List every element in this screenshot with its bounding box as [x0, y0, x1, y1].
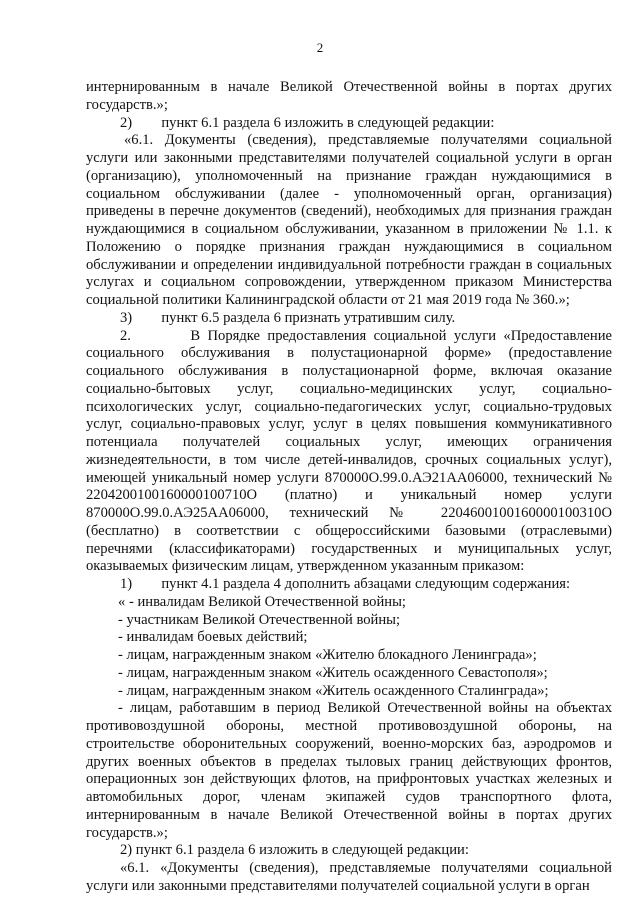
list-item-2-second: 2) пункт 6.1 раздела 6 изложить в следующей редакции:: [120, 842, 469, 859]
paragraph-continuation: интернированным в начале Великой Отечественной войны в портах других государств.»;: [86, 79, 612, 113]
list-item-2: 2) пункт 6.1 раздела 6 изложить в следующей редакции:: [120, 114, 495, 131]
dash-item-5: - лицам, награжденным знаком «Житель осажденного Севастополя»;: [118, 664, 548, 681]
dash-item-6: - лицам, награжденным знаком «Житель осажденного Сталинграда»;: [118, 682, 549, 699]
page-number: 2: [316, 40, 324, 55]
dash-item-7: - лицам, работавшим в период Великой Отечественной войны на объектах противовоздушной обороны, местной противовоздушной обороны, на строительстве оборонительных сооружений, военно-морских баз, аэродромов и других военных объектов в пределах тыловых границ действующих фронтов, операционных зон действующих флотов, на прифронтовых участках железных и автомобильных дорог, членам экипажей судов транспортного флота, интернированным в начале Великой Отечественной войны в портах других государств.»;: [86, 700, 612, 841]
dash-item-1: « - инвалидам Великой Отечественной войны;: [118, 593, 406, 610]
document-body: [86, 79, 612, 894]
dash-item-4: - лицам, награжденным знаком «Жителю блокадного Ленинграда»;: [118, 647, 537, 663]
dash-item-2: - участникам Великой Отечественной войны;: [118, 611, 401, 628]
list-item-3: 3) пункт 6.5 раздела 6 признать утратившим силу.: [120, 309, 456, 326]
paragraph-section-2: 2. В Порядке предоставления социальной услуги «Предоставление социального обслуживания в полустационарной форме» (предоставление социального обслуживания в полустационарной форме, включая оказание социально-бытовых услуг, социально-медицинских услуг, социально-психологических услуг, социально-педагогических услуг, социально-трудовых услуг, социально-правовых услуг, услуг в целях повышения коммуникативного потенциала получателей социальных услуг, имеющих ограничения жизнедеятельности, в том числе детей-инвалидов, срочных социальных услуг), имеющей уникальный номер услуги 870000О.99.0.АЭ21АА06000, технический № 2204200100160000100710О (платно) и уникальный номер услуги 870000О.99.0.АЭ25АА06000, технический № 2204600100160000100310О (бесплатно) в соответствии с общероссийскими базовыми (отраслевыми) перечнями (классификаторами) государственных и муниципальных услуг, оказываемых физическим лицам, утвержденном указанным приказом:: [86, 327, 612, 575]
list-item-1: 1) пункт 4.1 раздела 4 дополнить абзацами следующим содержания:: [120, 576, 571, 592]
paragraph-6-1: «6.1. Документы (сведения), представляемые получателями социальной услуги или законными представителями получателей социальной услуги в орган (организацию), уполномоченный на признание граждан нуждающимися в социальном обслуживании (далее - уполномоченный орган, организация) приведены в перечне документов (сведений), необходимых для признания граждан нуждающимися в социальном обслуживании, указанном в приложении № 1.1. к Положению о порядке признания граждан нуждающимися в социальном обслуживании и определении индивидуальной потребности граждан в социальных услугах и социальном сопровождении, утвержденном приказом Министерства социальной политики Калининградской области от 21 мая 2019 года № 360.»;: [86, 132, 612, 308]
paragraph-6-1-second: «6.1. «Документы (сведения), представляемые получателями социальной услуги или законными представителями получателей социальной услуги в орган: [86, 860, 612, 894]
dash-item-3: - инвалидам боевых действий;: [118, 629, 308, 646]
